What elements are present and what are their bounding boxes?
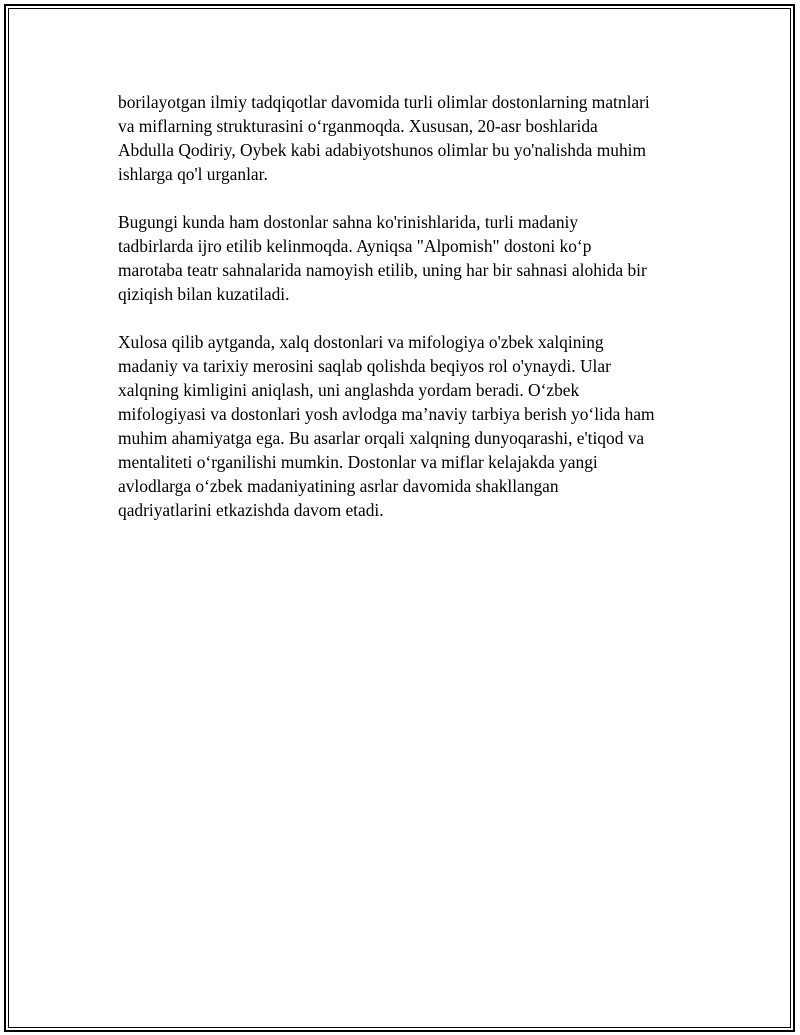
text-line: mifologiyasi va dostonlari yosh avlodga ma’naviy tarbiya berish yo‘lida ham <box>118 404 655 424</box>
paragraph-2 <box>118 210 698 306</box>
text-line: marotaba teatr sahnalarida namoyish etilib, uning har bir sahnasi alohida bir <box>118 260 647 280</box>
text-line: mentaliteti o‘rganilishi mumkin. Dostonlar va miflar kelajakda yangi <box>118 452 598 472</box>
text-line: qiziqish bilan kuzatiladi. <box>118 284 290 304</box>
text-line: avlodlarga o‘zbek madaniyatining asrlar davomida shakllangan <box>118 476 559 496</box>
text-line: tadbirlarda ijro etilib kelinmoqda. Ayniqsa "Alpomish" dostoni ko‘p <box>118 236 592 256</box>
text-line: Bugungi kunda ham dostonlar sahna ko'rinishlarida, turli madaniy <box>118 212 579 232</box>
text-line: va miflarning strukturasini o‘rganmoqda. Xususan, 20-asr boshlarida <box>118 116 598 136</box>
text-line: muhim ahamiyatga ega. Bu asarlar orqali xalqning dunyoqarashi, e'tiqod va <box>118 428 645 448</box>
text-line: qadriyatlarini etkazishda davom etadi. <box>118 500 384 520</box>
paragraph-1 <box>118 90 698 186</box>
text-line: Xulosa qilib aytganda, xalq dostonlari va mifologiya o'zbek xalqining <box>118 332 604 352</box>
paragraph-3 <box>118 330 698 522</box>
text-line: borilayotgan ilmiy tadqiqotlar davomida turli olimlar dostonlarning matnlari <box>118 92 650 112</box>
text-line: ishlarga qo'l urganlar. <box>118 164 268 184</box>
text-line: Abdulla Qodiriy, Oybek kabi adabiyotshunos olimlar bu yo'nalishda muhim <box>118 140 647 160</box>
text-line: madaniy va tarixiy merosini saqlab qolishda beqiyos rol o'ynaydi. Ular <box>118 356 611 376</box>
text-line: xalqning kimligini aniqlash, uni anglashda yordam beradi. O‘zbek <box>118 380 580 400</box>
document-body <box>118 90 698 546</box>
